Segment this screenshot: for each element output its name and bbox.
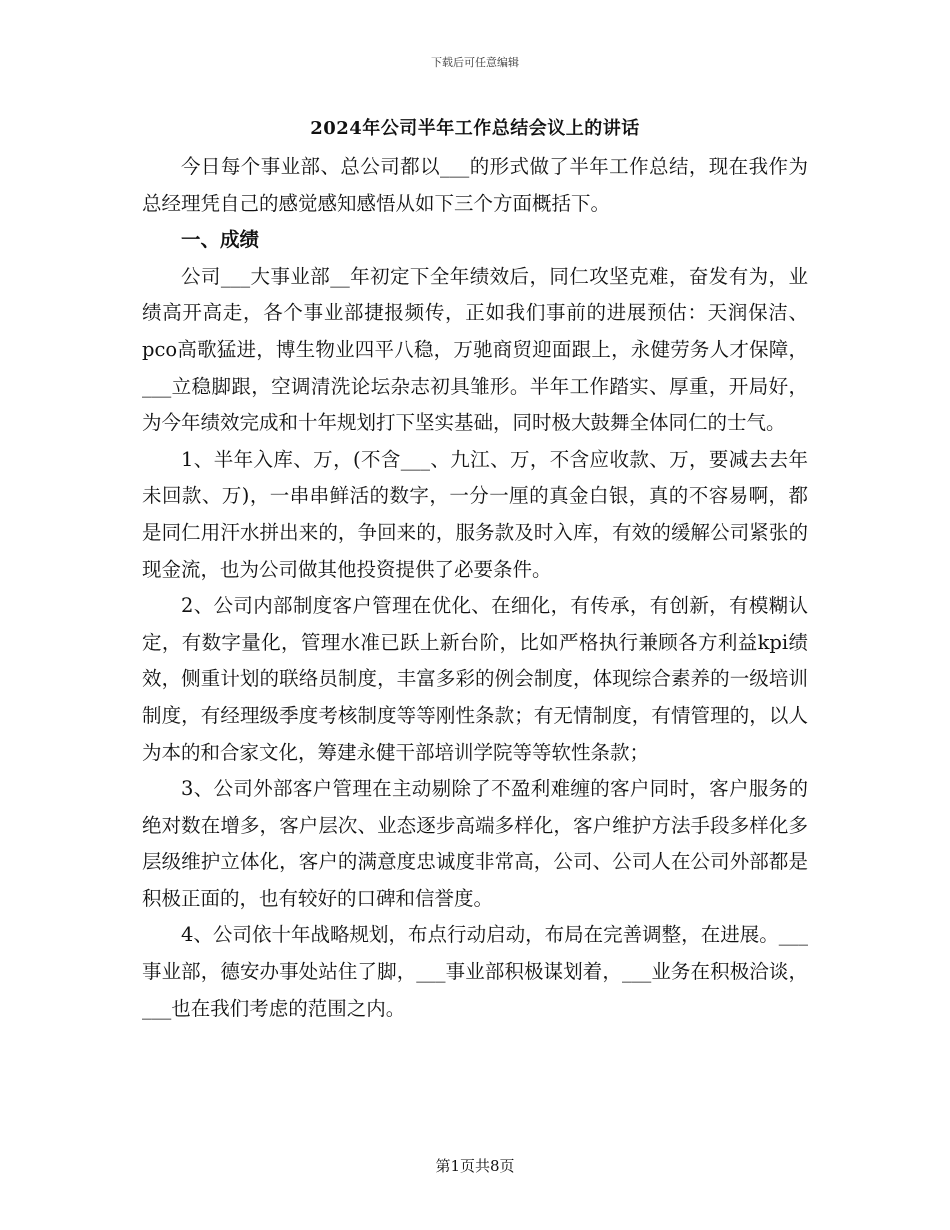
body-paragraph: 3、公司外部客户管理在主动剔除了不盈利难缠的客户同时，客户服务的绝对数在增多，客户层次、业态逐步高端多样化，客户维护方法手段多样化多层级维护立体化，客户的满意度忠诚度非常高，公司、公司人在公司外部都是积极正面的，也有较好的口碑和信誉度。 [142, 777, 808, 910]
body-paragraph: 1、半年入库、万，(不含___、九江、万，不含应收款、万，要减去去年未回款、万)，一串串鲜活的数字，一分一厘的真金白银，真的不容易啊，都是同仁用汗水拼出来的，争回来的，服务款及时入库，有效的缓解公司紧张的现金流，也为公司做其他投资提供了必要条件。 [142, 447, 808, 581]
page-header: 下载后可任意编辑 [431, 56, 519, 69]
body-paragraph: 公司___大事业部__年初定下全年绩效后，同仁攻坚克难，奋发有为，业绩高开高走，各个事业部捷报频传，正如我们事前的进展预估：天润保洁、pco高歌猛进，博生物业四平八稳，万驰商贸迎面跟上，永健劳务人才保障，___立稳脚跟，空调清洗论坛杂志初具雏形。半年工作踏实、厚重，开局好，为今年绩效完成和十年规划打下坚实基础，同时极大鼓舞全体同仁的士气。 [142, 264, 808, 435]
body-paragraph: 4、公司依十年战略规划，布点行动启动，布局在完善调整，在进展。___事业部，德安办事处站住了脚，___事业部积极谋划着，___业务在积极洽谈，___也在我们考虑的范围之内。 [142, 923, 808, 1020]
intro-paragraph: 今日每个事业部、总公司都以___的形式做了半年工作总结，现在我作为总经理凭自己的感觉感知感悟从如下三个方面概括下。 [142, 155, 808, 215]
section-heading-achievements: 一、成绩 [181, 228, 260, 252]
page-footer: 第1页共8页 [435, 1157, 515, 1175]
document-title: 2024年公司半年工作总结会议上的讲话 [310, 118, 640, 139]
document-body [142, 149, 808, 1027]
body-paragraph: 2、公司内部制度客户管理在优化、在细化，有传承，有创新，有模糊认定，有数字量化，管理水准已跃上新台阶，比如严格执行兼顾各方利益kpi绩效，侧重计划的联络员制度，丰富多彩的例会制度，体现综合素养的一级培训制度，有经理级季度考核制度等等刚性条款；有无情制度，有情管理的，以人为本的和合家文化，筹建永健干部培训学院等等软性条款； [142, 594, 808, 764]
